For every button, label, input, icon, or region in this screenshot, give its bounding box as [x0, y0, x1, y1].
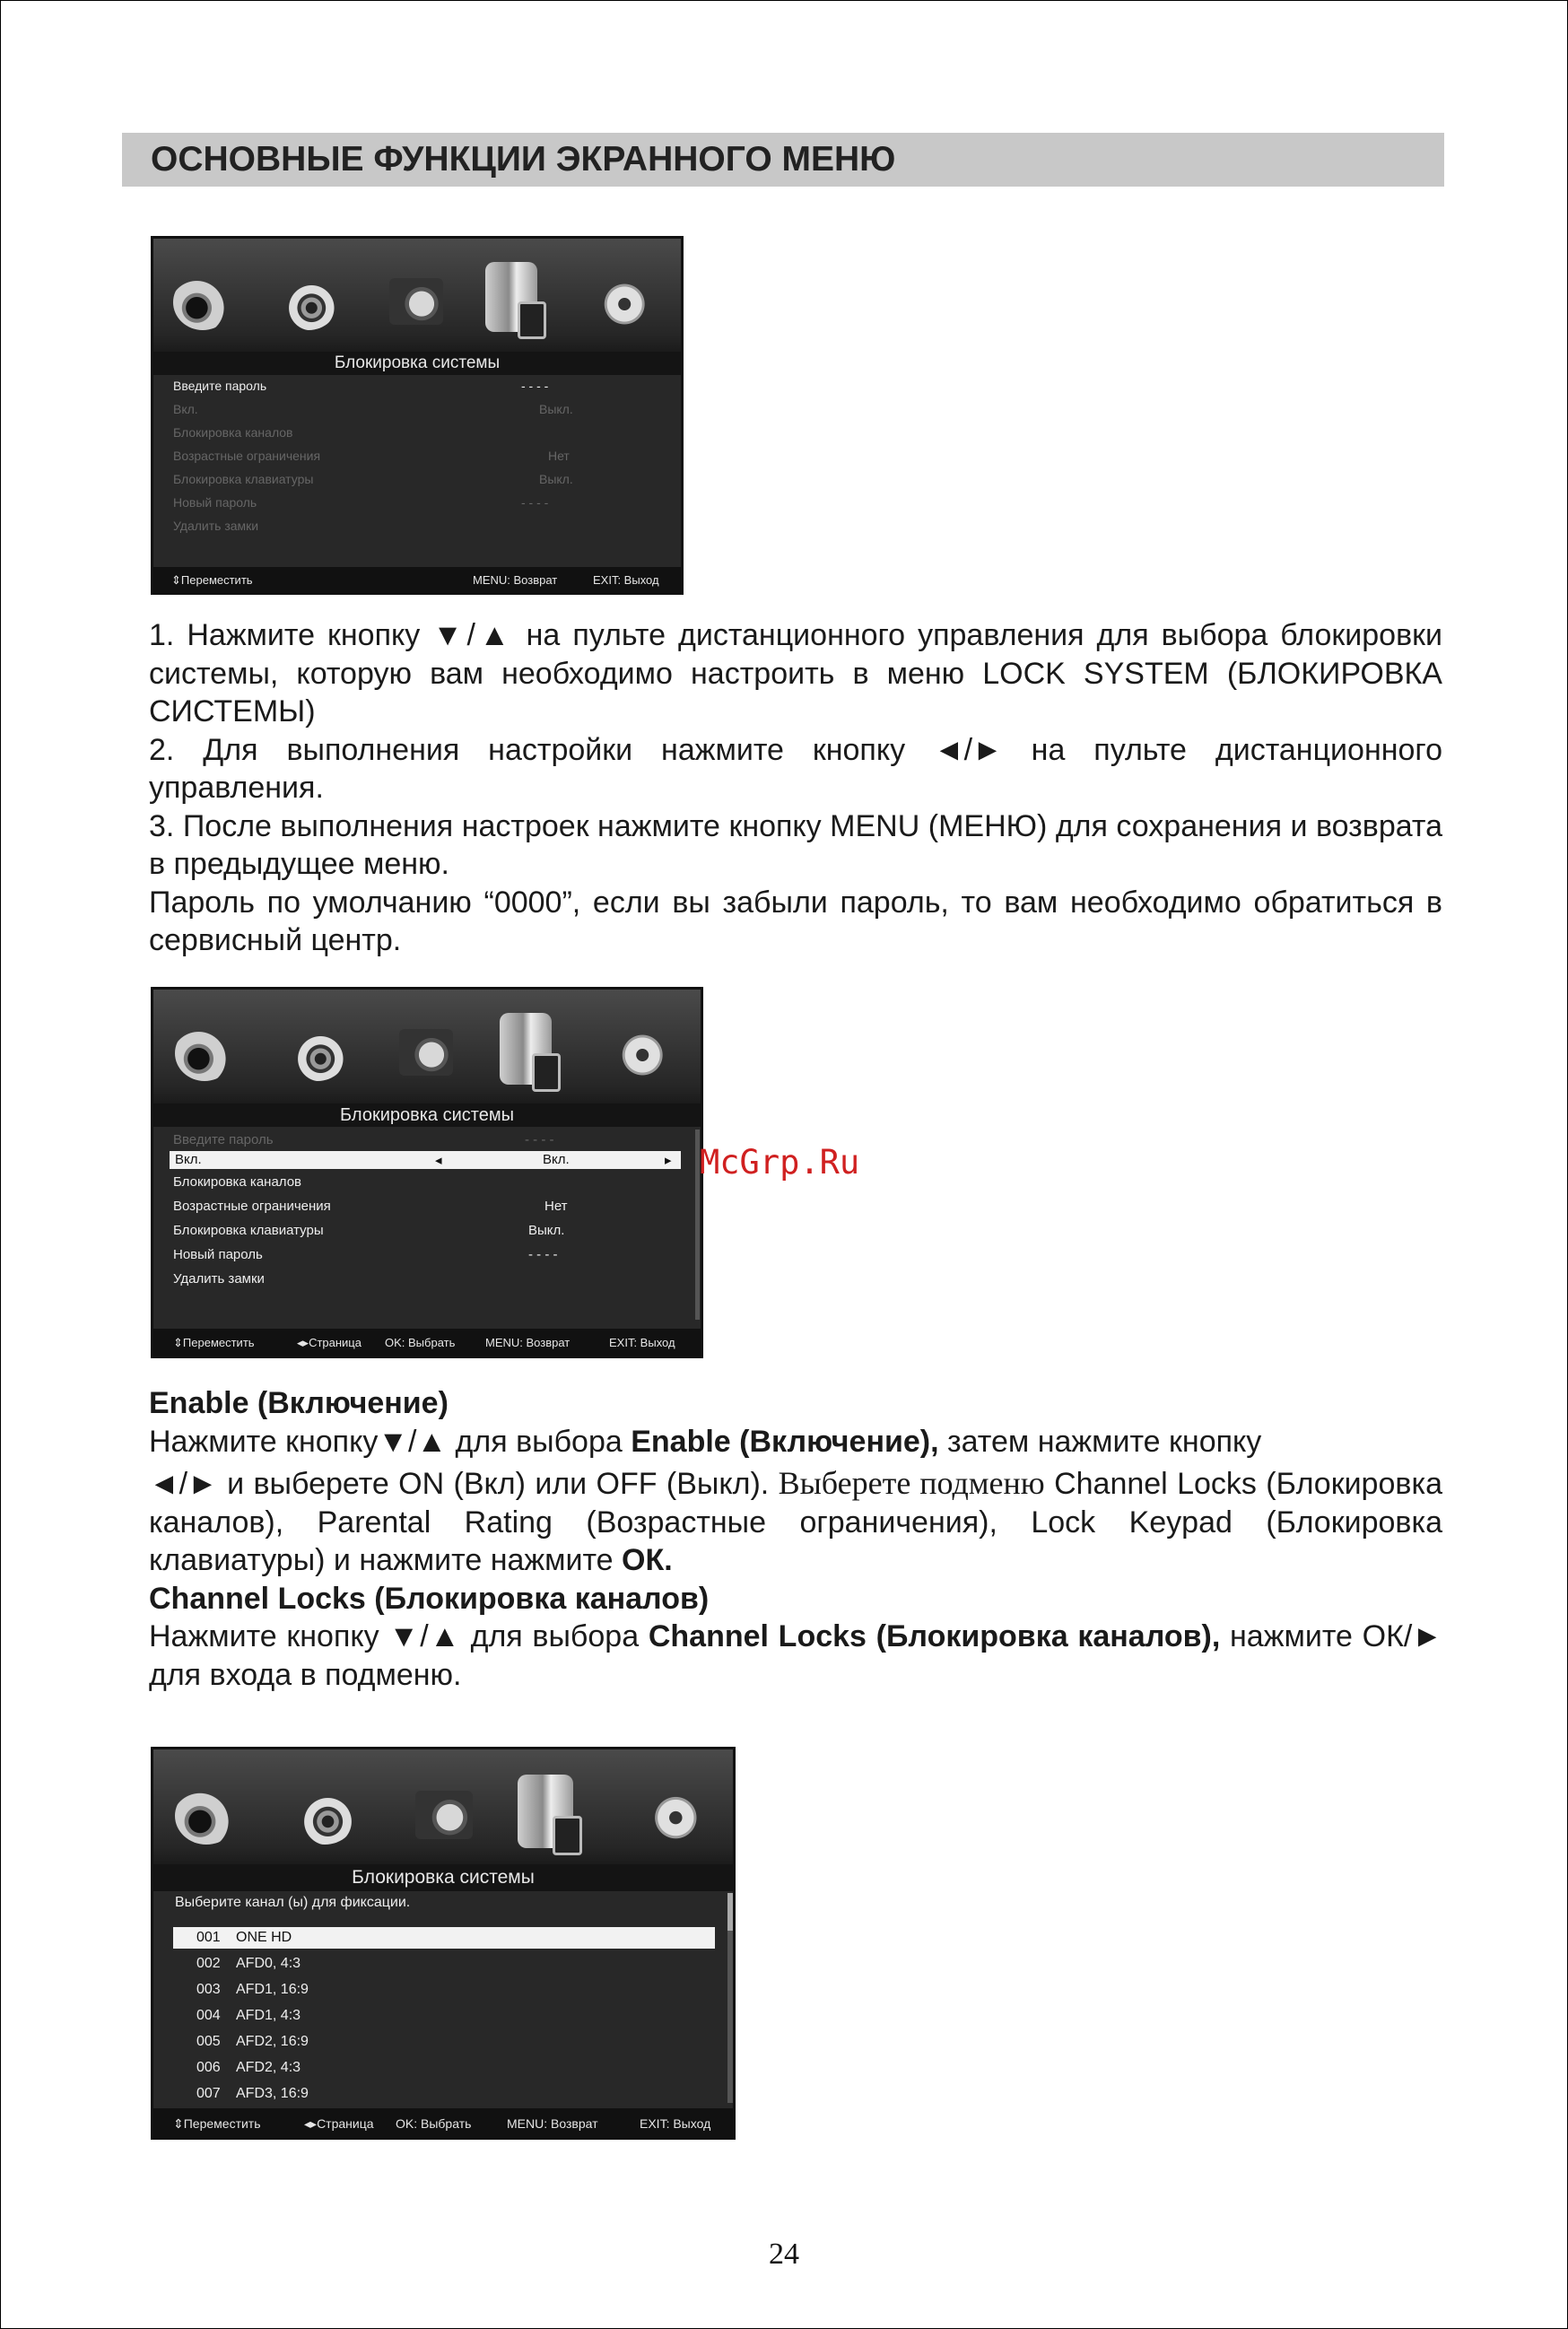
row-value: Выкл. [539, 402, 573, 416]
screen-title: Блокировка системы [153, 1103, 701, 1127]
section-header [122, 133, 1444, 187]
photo-icon [173, 275, 232, 330]
page-hint-label: Страница [309, 1336, 362, 1349]
section-title: ОСНОВНЫЕ ФУНКЦИИ ЭКРАННОГО МЕНЮ [151, 140, 896, 179]
gear-icon [643, 1787, 702, 1843]
menu-row-lock-keypad[interactable] [173, 472, 658, 486]
scrollbar-thumb[interactable] [727, 1893, 733, 1931]
enable-text-serif: Выберете подменю [778, 1465, 1045, 1501]
menu-row-parental-rating[interactable] [173, 449, 658, 463]
channel-name: AFD3, 16:9 [236, 2086, 309, 2101]
screen-title: Блокировка системы [153, 352, 681, 375]
channel-name: AFD0, 4:3 [236, 1956, 301, 1971]
row-label: Возрастные ограничения [173, 1199, 331, 1214]
enable-text-1: Нажмите кнопку▼/▲ для выбора [149, 1424, 632, 1459]
channel-number: 001 [196, 1930, 221, 1945]
move-hint-label: Переместить [182, 1336, 255, 1349]
channel-select-prompt: Выберите канал (ы) для фиксации. [175, 1895, 411, 1910]
screen-footer [153, 1329, 701, 1356]
row-value: Вкл. [543, 1152, 570, 1167]
row-label: Вкл. [175, 1152, 202, 1167]
back-hint: MENU: Возврат [485, 1336, 571, 1349]
move-hint: ⇕ Переместить [173, 1336, 255, 1349]
channel-row[interactable] [173, 2005, 715, 2027]
channel-name: AFD2, 16:9 [236, 2034, 309, 2049]
enable-text-bold-1: Enable (Включение), [631, 1424, 939, 1459]
screen-footer [153, 567, 681, 592]
channel-row[interactable] [173, 1927, 715, 1949]
tv-screen-channel-locks [151, 1747, 736, 2140]
channel-number: 003 [196, 1982, 221, 1997]
channel-number: 006 [196, 2060, 221, 2075]
menu-row-clear-locks[interactable] [173, 1271, 675, 1287]
enable-heading [149, 1384, 1442, 1423]
instruction-step-3: 3. После выполнения настроек нажмите кнопку MENU (МЕНЮ) для сохранения и возврата в предыдущее меню. [149, 808, 1442, 881]
menu-row-enable-selected[interactable] [170, 1151, 681, 1169]
photo-icon [175, 1787, 238, 1845]
instruction-step-2: 2. Для выполнения настройки нажмите кнопку ◄/► на пульте дистанционного управления. [149, 732, 1442, 805]
enable-text-line [149, 1423, 1442, 1461]
default-password-note: Пароль по умолчанию “0000”, если вы забыли пароль, то вам необходимо обратиться в сервисный центр. [149, 885, 1442, 957]
back-hint: MENU: Возврат [473, 573, 558, 587]
channel-row[interactable] [173, 1953, 715, 1975]
channel-row[interactable] [173, 2031, 715, 2053]
row-label: Удалить замки [173, 1271, 265, 1287]
channel-row[interactable] [173, 2057, 715, 2079]
channel-number: 002 [196, 1956, 221, 1971]
channel-name: ONE HD [236, 1930, 292, 1945]
row-label: Новый пароль [173, 495, 257, 510]
instruction-step-1: 1. Нажмите кнопку ▼/▲ на пульте дистанционного управления для выбора блокировки системы, которую вам необходимо настроить в меню LOCK SYSTEM (БЛОКИРОВКА СИСТЕМЫ) [149, 618, 1442, 728]
row-label: Блокировка клавиатуры [173, 1223, 324, 1238]
row-value: Выкл. [528, 1223, 565, 1238]
menu-icon-strip [153, 239, 681, 352]
channel-locks-text-2: нажмите ОК/► для входа в подменю. [149, 1619, 1442, 1692]
lock-icon [500, 1013, 552, 1085]
arrow-right-icon[interactable]: ▸ [665, 1153, 672, 1168]
tv-screen-lock-system-2 [151, 987, 703, 1358]
enable-heading-text: Enable (Включение) [149, 1386, 449, 1420]
menu-icon-strip [153, 1749, 733, 1864]
row-label: Блокировка клавиатуры [173, 472, 314, 486]
page-number: 24 [769, 2237, 799, 2271]
row-value: - - - - [521, 379, 549, 393]
back-hint: MENU: Возврат [507, 2116, 598, 2131]
channel-name: AFD1, 4:3 [236, 2008, 301, 2023]
gear-icon [593, 275, 650, 328]
row-label: Блокировка каналов [173, 425, 293, 440]
row-label: Вкл. [173, 402, 198, 416]
channel-locks-text-1: Нажмите кнопку ▼/▲ для выбора [149, 1619, 649, 1653]
screen-footer [153, 2108, 733, 2137]
menu-row-enter-password[interactable] [173, 379, 658, 393]
enable-section [149, 1384, 1442, 1694]
channel-locks-text-bold: Channel Locks (Блокировка каналов), [648, 1619, 1221, 1653]
row-label: Введите пароль [173, 1132, 274, 1147]
channel-locks-heading-text: Channel Locks (Блокировка каналов) [149, 1581, 710, 1616]
enable-text-2: затем нажмите кнопку [938, 1424, 1262, 1459]
enable-text-bold-2: ОК. [622, 1543, 673, 1577]
music-icon [293, 1787, 356, 1845]
arrow-left-icon[interactable]: ◂ [435, 1153, 442, 1168]
move-hint-label: Переместить [183, 2116, 261, 2131]
row-value: Выкл. [539, 472, 573, 486]
channel-row[interactable] [173, 1979, 715, 2001]
row-value: - - - - [528, 1247, 558, 1262]
channel-number: 004 [196, 2008, 221, 2023]
enable-text-3: ◄/► и выберете ON (Вкл) или OFF (Выкл). [149, 1467, 779, 1501]
row-label: Возрастные ограничения [173, 449, 321, 463]
instructions-block [149, 616, 1442, 960]
watermark: McGrp.Ru [700, 1143, 860, 1182]
row-value: Нет [548, 449, 570, 463]
menu-row-channel-locks[interactable] [173, 425, 658, 440]
ok-hint: OK: Выбрать [385, 1336, 456, 1349]
exit-hint: EXIT: Выход [593, 573, 659, 587]
menu-icon-strip [153, 990, 701, 1103]
menu-row-enter-password[interactable] [173, 1132, 675, 1147]
row-value: - - - - [525, 1132, 554, 1147]
menu-row-channel-locks[interactable] [173, 1174, 675, 1190]
menu-row-parental-rating[interactable] [173, 1199, 675, 1214]
menu-row-enable[interactable] [173, 402, 658, 416]
move-hint-label: Переместить [180, 573, 253, 587]
channel-name: AFD2, 4:3 [236, 2060, 301, 2075]
page-hint: ◂▸ Страница [304, 2116, 374, 2131]
move-hint: ⇕ Переместить [173, 2116, 261, 2131]
lock-icon [518, 1775, 573, 1848]
channel-row[interactable] [173, 2083, 715, 2105]
channel-locks-heading [149, 1580, 1442, 1618]
page-hint: ◂▸ Страница [297, 1336, 362, 1349]
gear-icon [611, 1025, 668, 1079]
exit-hint: EXIT: Выход [640, 2116, 711, 2131]
row-label: Удалить замки [173, 519, 259, 533]
row-value: Нет [544, 1199, 568, 1214]
lock-icon [485, 262, 537, 332]
screen-title: Блокировка системы [153, 1864, 733, 1891]
exit-hint: EXIT: Выход [609, 1336, 675, 1349]
enable-text-body [149, 1464, 1442, 1580]
row-label: Новый пароль [173, 1247, 263, 1262]
menu-row-clear-locks[interactable] [173, 519, 658, 533]
channel-name: AFD1, 16:9 [236, 1982, 309, 1997]
menu-row-lock-keypad[interactable] [173, 1223, 675, 1238]
enable-text-5: Channel Locks (Блокировка каналов), Parental Rating (Возрастные ограничения), Lock Keypad (Блокировка клавиатуры) и нажмите нажмите [149, 1467, 1442, 1577]
menu-row-new-password[interactable] [173, 1247, 675, 1262]
page-hint-label: Страница [317, 2116, 374, 2131]
ok-hint: OK: Выбрать [396, 2116, 472, 2131]
row-label: Введите пароль [173, 379, 267, 393]
channel-locks-text [149, 1618, 1442, 1694]
tv-screen-lock-system-1 [151, 236, 684, 595]
movie-icon [389, 278, 443, 325]
music-icon [288, 1025, 347, 1081]
movie-icon [415, 1791, 473, 1839]
photo-icon [175, 1025, 234, 1081]
row-value: - - - - [521, 495, 549, 510]
row-label: Блокировка каналов [173, 1174, 302, 1190]
movie-icon [399, 1029, 453, 1076]
move-hint: ⇕ Переместить [171, 573, 253, 587]
menu-row-new-password[interactable] [173, 495, 658, 510]
music-icon [279, 275, 338, 330]
channel-number: 007 [196, 2086, 221, 2101]
channel-number: 005 [196, 2034, 221, 2049]
